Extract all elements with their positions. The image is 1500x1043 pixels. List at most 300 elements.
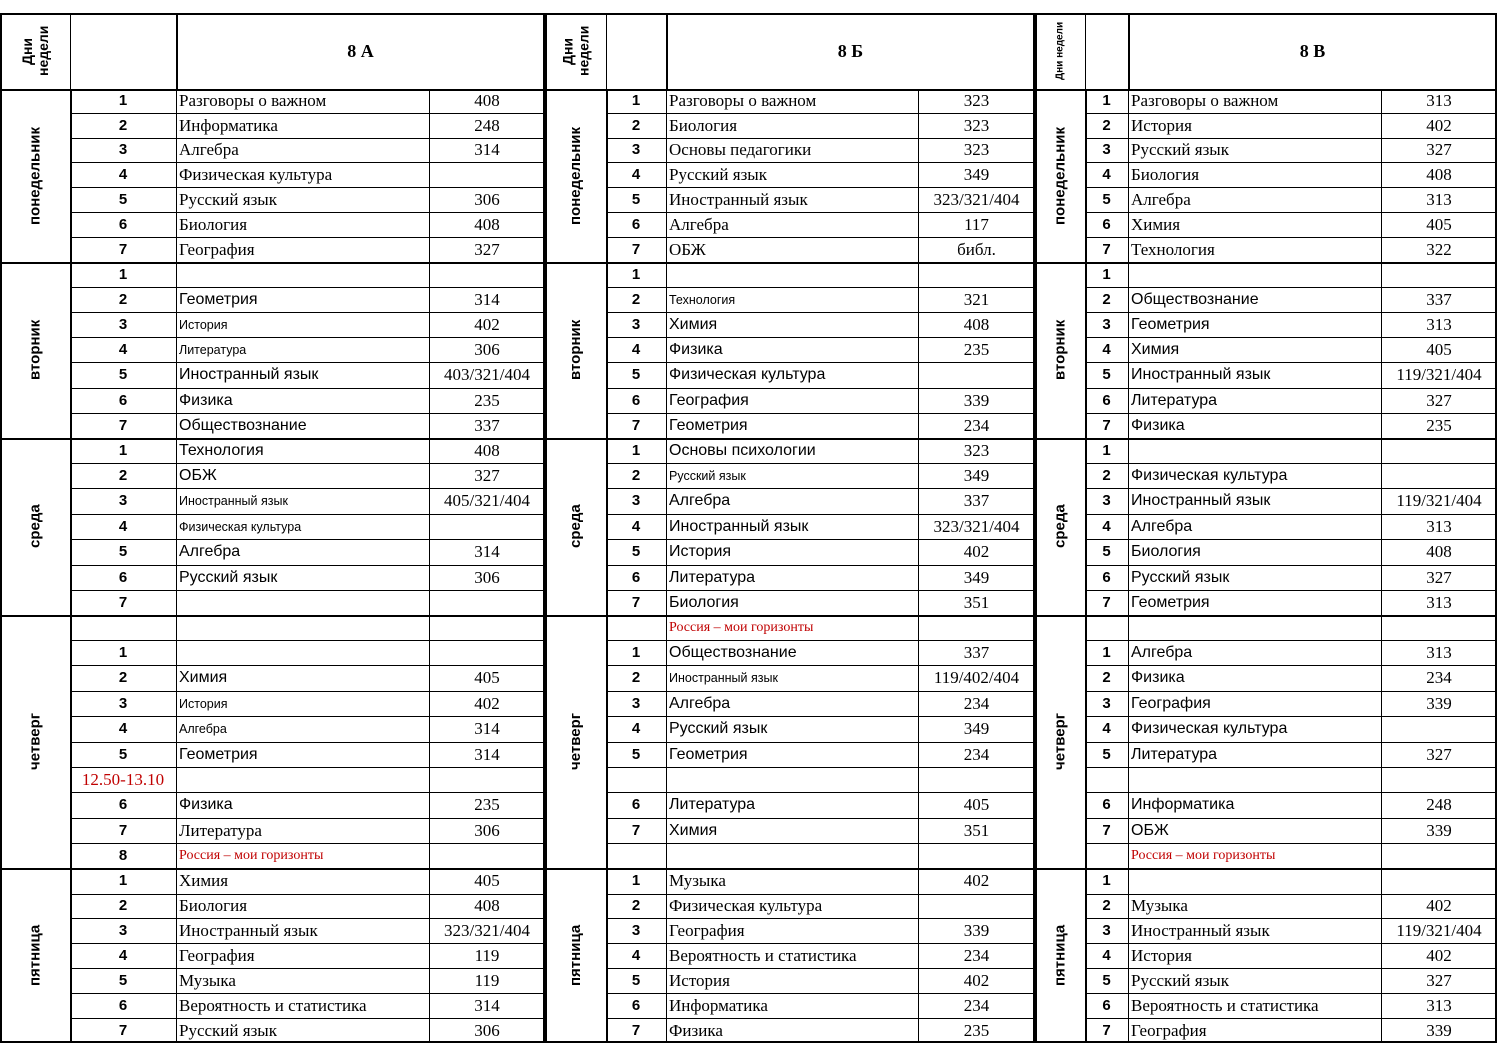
lesson-number: 3 [1102,315,1111,333]
subject-name: Иностранный язык [179,366,319,383]
room-number: 323 [963,140,990,159]
lesson-number [606,768,666,792]
subject-name: Обществознание [669,643,797,661]
lesson-number: 2 [118,290,128,308]
subject-name [1128,439,1381,463]
room-number [429,263,545,287]
room-number: 327 [1426,567,1452,587]
room-number: 119/321/404 [1396,365,1482,384]
lesson-number: 5 [118,190,128,208]
lesson-number: 7 [1102,1021,1111,1039]
subject-name: Вероятность и статистика [179,995,367,1015]
subject-name: Русский язык [669,468,746,483]
lesson-number: 4 [1102,165,1111,183]
lesson-number: 7 [118,821,128,839]
subject-name [1128,869,1381,893]
room-number: 408 [474,440,500,460]
subject-name: Иностранный язык [669,517,809,535]
subject-name: Литература [669,568,756,586]
lesson-number: 3 [118,921,128,939]
room-number: 402 [474,693,500,713]
lesson-number: 2 [631,466,641,484]
subject-name [1128,616,1381,640]
room-number: 402 [1426,115,1452,135]
lesson-number: 5 [631,745,641,763]
room-number [429,515,545,539]
subject-name [666,263,918,287]
room-number [429,844,545,868]
lesson-number: 1 [118,265,128,283]
lesson-number: 2 [118,116,128,134]
room-number: 339 [1426,820,1452,840]
day-label: среда [26,504,44,549]
room-number: 337 [1426,289,1452,309]
subject-name: Информатика [669,995,768,1015]
lesson-number: 4 [631,340,641,358]
room-number: 248 [474,115,500,135]
subject-name: Иностранный язык [1131,366,1271,383]
lesson-number: 3 [1102,492,1111,509]
subject-name: Геометрия [1131,315,1210,333]
subject-name: Музыка [669,871,726,890]
room-number [429,163,545,187]
room-number: 327 [474,239,500,259]
subject-name: Алгебра [669,694,731,712]
subject-name: Алгебра [179,543,241,560]
lesson-number: 1 [1102,265,1111,283]
room-number: 408 [1426,542,1452,561]
subject-name [666,768,918,792]
subject-name: История [669,543,732,560]
lesson-number: 7 [1102,416,1111,434]
subject-name: Литература [1131,745,1218,763]
room-number: 339 [1426,693,1452,713]
subject-name: Физическая культура [179,164,333,184]
subject-name: Музыка [179,970,236,990]
room-number: 234 [963,693,990,713]
room-number: 327 [1426,390,1452,410]
subject-name: Физика [1131,416,1185,434]
subject-name: Биология [179,896,248,915]
lesson-number: 4 [118,946,128,964]
subject-name: Алгебра [669,214,729,234]
class-title: 8 Б [837,41,864,61]
lesson-number: 1 [631,643,641,661]
room-number: 402 [474,314,500,334]
room-number: 306 [474,820,500,840]
subject-name: Алгебра [669,492,731,509]
room-number: 405 [1426,214,1452,234]
lesson-number: 1 [118,643,128,661]
room-number: 119/321/404 [1396,920,1482,940]
lesson-number: 4 [118,720,128,737]
lesson-number: 7 [631,240,641,258]
lesson-number: 4 [631,720,641,737]
room-number [1381,717,1497,741]
subject-name: География [1131,1020,1207,1040]
lesson-number: 6 [1102,391,1111,409]
room-number: 306 [474,339,500,359]
subject-name [1128,768,1381,792]
day-label: вторник [26,319,44,381]
room-number: 234 [1426,668,1452,687]
room-number: 405 [1426,339,1452,359]
lesson-number: 4 [1102,720,1111,737]
lesson-number: 2 [118,466,128,484]
subject-name: Физическая культура [669,366,826,383]
subject-name: Физическая культура [669,896,823,915]
room-number [1381,869,1497,893]
subject-name: Физика [1131,669,1185,686]
subject-name: Химия [179,669,228,686]
lesson-number: 7 [118,240,128,258]
lesson-number: 5 [118,971,128,989]
subject-name: География [669,391,749,409]
lesson-number: 2 [1102,466,1111,484]
room-number: 235 [963,1020,990,1040]
subject-name: Иностранный язык [1131,920,1270,940]
subject-name: Литература [669,796,756,813]
room-number [429,768,545,792]
lesson-number: 3 [1102,141,1111,158]
lesson-number: 1 [631,92,641,109]
lesson-number: 6 [118,996,128,1014]
room-number: 313 [1426,516,1452,536]
lesson-number: 3 [1102,694,1111,712]
lesson-number: 5 [631,971,641,989]
subject-name: Разговоры о важном [669,91,817,110]
lesson-number: 4 [118,340,128,358]
room-number: 234 [963,744,990,764]
subject-name: Химия [1131,214,1181,234]
room-number: 349 [963,567,990,587]
class-title: 8 В [1299,41,1326,61]
subject-name: Музыка [1131,896,1188,915]
lesson-number: 1 [631,872,641,889]
day-label: пятница [26,924,44,987]
subject-name: Алгебра [179,140,239,159]
lesson-number [1085,844,1128,868]
subject-name: Химия [669,315,718,333]
subject-name: Русский язык [179,189,277,209]
subject-name: Разговоры о важном [179,91,327,110]
day-label: среда [567,504,584,549]
room-number: 235 [1426,415,1452,435]
subject-name: Литература [179,820,262,840]
room-number: 351 [963,592,990,612]
lesson-number: 7 [631,593,641,611]
days-of-week-header: Дни недели [559,25,592,77]
subject-name: История [179,696,228,711]
subject-name: Химия [1131,340,1180,358]
lesson-number: 6 [1102,796,1111,813]
lesson-number: 4 [631,517,641,535]
room-number: 339 [963,390,990,410]
lesson-number [606,844,666,868]
subject-name: История [179,317,228,332]
day-label: понедельник [1051,126,1069,225]
lesson-number: 3 [1102,921,1111,939]
lesson-number: 3 [631,694,641,712]
lesson-number: 1 [118,92,128,109]
lesson-number: 1 [631,441,641,459]
lesson-number: 4 [118,165,128,183]
lesson-number: 1 [118,872,128,889]
room-number: 405 [963,795,990,814]
lesson-number: 1 [118,441,128,459]
lesson-number: 5 [118,745,128,763]
subject-name: Биология [1131,164,1200,184]
lesson-number: 5 [1102,971,1111,989]
room-number: 403/321/404 [444,365,530,384]
lesson-number: 3 [118,315,128,333]
room-number: 313 [1426,642,1452,662]
subject-name: Иностранный язык [669,189,808,209]
room-number: 339 [1426,1020,1452,1040]
lesson-number: 4 [631,946,641,964]
class-title: 8 А [347,41,374,61]
room-number: 402 [1426,945,1452,965]
lesson-number: 4 [1102,946,1111,964]
lesson-number: 3 [118,492,128,509]
lesson-number: 2 [1102,290,1111,308]
subject-name: Русский язык [1131,568,1230,586]
grid-line [70,13,71,89]
subject-name: Информатика [1131,796,1235,813]
lesson-number: 1 [631,265,641,283]
subject-name: География [179,945,255,965]
lesson-number: 2 [118,897,128,914]
lesson-number: 1 [1102,643,1111,661]
subject-name: Алгебра [1131,189,1191,209]
room-number: 349 [963,719,990,738]
room-number: 119 [474,970,500,990]
subject-name: Химия [179,871,229,890]
lesson-number [1085,768,1128,792]
lesson-number [1085,616,1128,640]
subject-name: Геометрия [179,745,258,763]
subject-name: Информатика [179,115,278,135]
room-number: 313 [1426,189,1452,209]
room-number [429,641,545,665]
subject-name: Русский язык [1131,970,1229,990]
room-number: 323/321/404 [444,920,530,940]
room-number: 235 [474,390,500,410]
lesson-number: 2 [1102,669,1111,686]
lesson-number: 3 [631,921,641,939]
room-number: 337 [963,642,990,662]
room-number: 405 [474,871,500,890]
lesson-number: 4 [1102,517,1111,535]
room-number [1381,263,1497,287]
subject-name: ОБЖ [1131,821,1169,839]
room-number: 408 [474,91,500,110]
room-number: 306 [474,189,500,209]
subject-name [176,591,429,615]
subject-name: Основы педагогики [669,140,812,159]
subject-name: Геометрия [669,416,748,434]
subject-name: Физическая культура [1131,466,1288,484]
subject-name: Литература [1131,391,1218,409]
room-number: 119 [474,945,500,965]
room-number: 314 [474,719,500,738]
lesson-number: 6 [118,568,128,586]
lesson-number: 7 [118,593,128,611]
subject-name: Алгебра [179,722,227,736]
subject-name: Россия – мои горизонты [179,847,324,863]
lesson-number: 1 [1102,441,1111,459]
room-number: 405 [474,668,500,687]
lesson-number: 6 [118,391,128,409]
subject-name: Физика [179,796,233,813]
lesson-number: 3 [631,492,641,509]
grid-line [1085,13,1086,89]
subject-name: Россия – мои горизонты [1131,847,1276,863]
room-number: 323 [963,91,990,110]
lesson-number: 5 [631,190,641,208]
room-number: 314 [474,542,500,561]
room-number: 235 [474,795,500,814]
subject-name: География [669,920,745,940]
lesson-number: 5 [118,366,128,383]
lesson-number: 2 [1102,897,1111,914]
room-number [918,844,1035,868]
days-of-week-header: Дни недели [19,25,51,77]
lesson-number: 6 [1102,568,1111,586]
subject-name: Иностранный язык [179,494,288,508]
lesson-number: 5 [1102,543,1111,560]
subject-name: Разговоры о важном [1131,91,1279,110]
lesson-number: 3 [631,141,641,158]
room-number [918,616,1035,640]
subject-name: Россия – мои горизонты [669,619,814,635]
room-number: 234 [963,995,990,1015]
room-number [918,263,1035,287]
room-number: 408 [1426,164,1452,184]
lesson-number: 7 [118,1021,128,1039]
lesson-number: 3 [118,694,128,712]
room-number: 235 [963,339,990,359]
subject-name: Вероятность и статистика [669,945,857,965]
subject-name: Физика [669,340,723,358]
room-number: 349 [963,164,990,184]
room-number [1381,439,1497,463]
grid-line [606,13,607,89]
lesson-number: 5 [1102,745,1111,763]
subject-name: Обществознание [1131,290,1259,308]
room-number: 119/321/404 [1396,491,1482,510]
room-number [918,894,1035,918]
subject-name: Геометрия [179,290,258,308]
subject-name: Физика [179,391,233,409]
room-number: 402 [1426,896,1452,915]
subject-name: Геометрия [1131,593,1210,611]
subject-name: Русский язык [179,568,278,586]
subject-name: Русский язык [179,1020,277,1040]
room-number: 327 [1426,140,1452,159]
room-number: 349 [963,465,990,485]
subject-name: Биология [1131,543,1201,560]
day-label: четверг [26,713,44,770]
subject-name: История [1131,945,1192,965]
room-number [1381,768,1497,792]
lesson-number: 6 [118,215,128,233]
lesson-number [606,616,666,640]
lesson-number: 6 [1102,996,1111,1014]
lesson-number: 1 [1102,92,1111,109]
lesson-number: 6 [118,796,128,813]
room-number: 314 [474,744,500,764]
room-number: 337 [963,491,990,510]
subject-name: История [669,970,730,990]
subject-name: Физическая культура [1131,720,1288,737]
lesson-number: 2 [1102,116,1111,134]
subject-name: Алгебра [1131,643,1193,661]
room-number: 323 [963,440,990,460]
subject-name: История [1131,115,1192,135]
lesson-number: 7 [631,821,641,839]
day-label: понедельник [567,126,584,225]
room-number: 339 [963,920,990,940]
lesson-number: 6 [631,796,641,813]
subject-name: Биология [669,593,739,611]
subject-name: Технология [669,292,736,307]
room-number: 234 [963,945,990,965]
room-number [918,768,1035,792]
subject-name: ОБЖ [179,466,217,484]
subject-name [1128,263,1381,287]
subject-name: Иностранный язык [669,671,778,685]
lesson-number: 5 [631,366,641,383]
room-number: 402 [963,871,990,890]
subject-name: География [179,239,255,259]
subject-name: ОБЖ [669,239,706,259]
room-number: 234 [963,415,990,435]
lesson-number [70,616,176,640]
room-number: 323/321/404 [933,516,1020,536]
lesson-number: 7 [1102,593,1111,611]
subject-name: Русский язык [669,720,768,737]
lesson-number: 7 [631,1021,641,1039]
day-label: вторник [1051,319,1069,381]
subject-name: Алгебра [1131,517,1193,535]
room-number: 408 [963,314,990,334]
lesson-number: 4 [631,165,641,183]
room-number: 408 [474,896,500,915]
subject-name [666,844,918,868]
break-time: 12.50-13.10 [81,769,165,789]
room-number: 117 [964,214,989,234]
room-number: 119/402/404 [933,668,1020,687]
lesson-number: 4 [1102,340,1111,358]
day-label: четверг [567,713,584,770]
lesson-number: 5 [118,543,128,560]
subject-name: Физическая культура [179,519,302,534]
room-number: 321 [963,289,990,309]
room-number: 327 [1426,970,1452,990]
lesson-number: 5 [1102,190,1111,208]
subject-name [176,641,429,665]
lesson-number: 1 [1102,872,1111,889]
lesson-number: 6 [631,391,641,409]
room-number [918,363,1035,387]
lesson-number: 7 [1102,240,1111,258]
room-number: 313 [1426,995,1452,1015]
subject-name [176,263,429,287]
room-number: 248 [1426,795,1452,814]
room-number: 314 [474,289,500,309]
lesson-number: 7 [1102,821,1111,839]
